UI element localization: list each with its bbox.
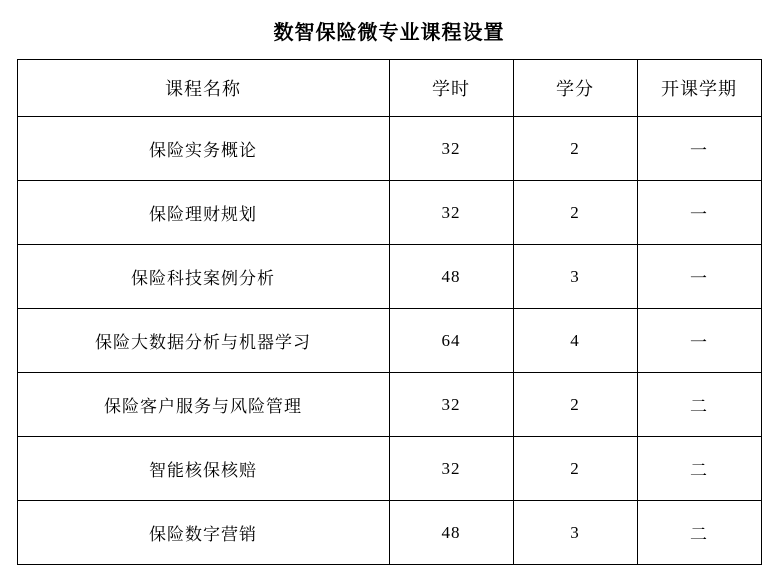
cell-course-name: 智能核保核赔 (17, 437, 389, 501)
column-header-hours: 学时 (389, 60, 513, 117)
cell-term: 一 (637, 245, 761, 309)
page-title: 数智保险微专业课程设置 (273, 22, 505, 44)
cell-hours: 48 (389, 501, 513, 565)
cell-hours: 48 (389, 245, 513, 309)
cell-course-name: 保险实务概论 (17, 117, 389, 181)
cell-credits: 3 (513, 245, 637, 309)
column-header-course-name: 课程名称 (17, 60, 389, 117)
table-row (17, 181, 761, 245)
cell-course-name: 保险大数据分析与机器学习 (17, 309, 389, 373)
cell-term: 二 (637, 501, 761, 565)
cell-term: 一 (637, 117, 761, 181)
table-row (17, 245, 761, 309)
cell-credits: 2 (513, 117, 637, 181)
table-row (17, 373, 761, 437)
cell-term: 二 (637, 373, 761, 437)
cell-credits: 2 (513, 373, 637, 437)
column-header-term: 开课学期 (637, 60, 761, 117)
cell-credits: 2 (513, 181, 637, 245)
table-row (17, 309, 761, 373)
cell-term: 一 (637, 181, 761, 245)
cell-hours: 32 (389, 181, 513, 245)
cell-hours: 32 (389, 437, 513, 501)
cell-course-name: 保险科技案例分析 (17, 245, 389, 309)
cell-hours: 32 (389, 373, 513, 437)
table-row (17, 501, 761, 565)
cell-hours: 64 (389, 309, 513, 373)
column-header-credits: 学分 (513, 60, 637, 117)
table-header-row (17, 60, 761, 117)
cell-credits: 2 (513, 437, 637, 501)
table-row (17, 117, 761, 181)
course-setup-table (17, 59, 762, 565)
cell-course-name: 保险客户服务与风险管理 (17, 373, 389, 437)
cell-course-name: 保险理财规划 (17, 181, 389, 245)
cell-credits: 3 (513, 501, 637, 565)
cell-credits: 4 (513, 309, 637, 373)
cell-hours: 32 (389, 117, 513, 181)
cell-term: 一 (637, 309, 761, 373)
table-row (17, 437, 761, 501)
cell-term: 二 (637, 437, 761, 501)
cell-course-name: 保险数字营销 (17, 501, 389, 565)
